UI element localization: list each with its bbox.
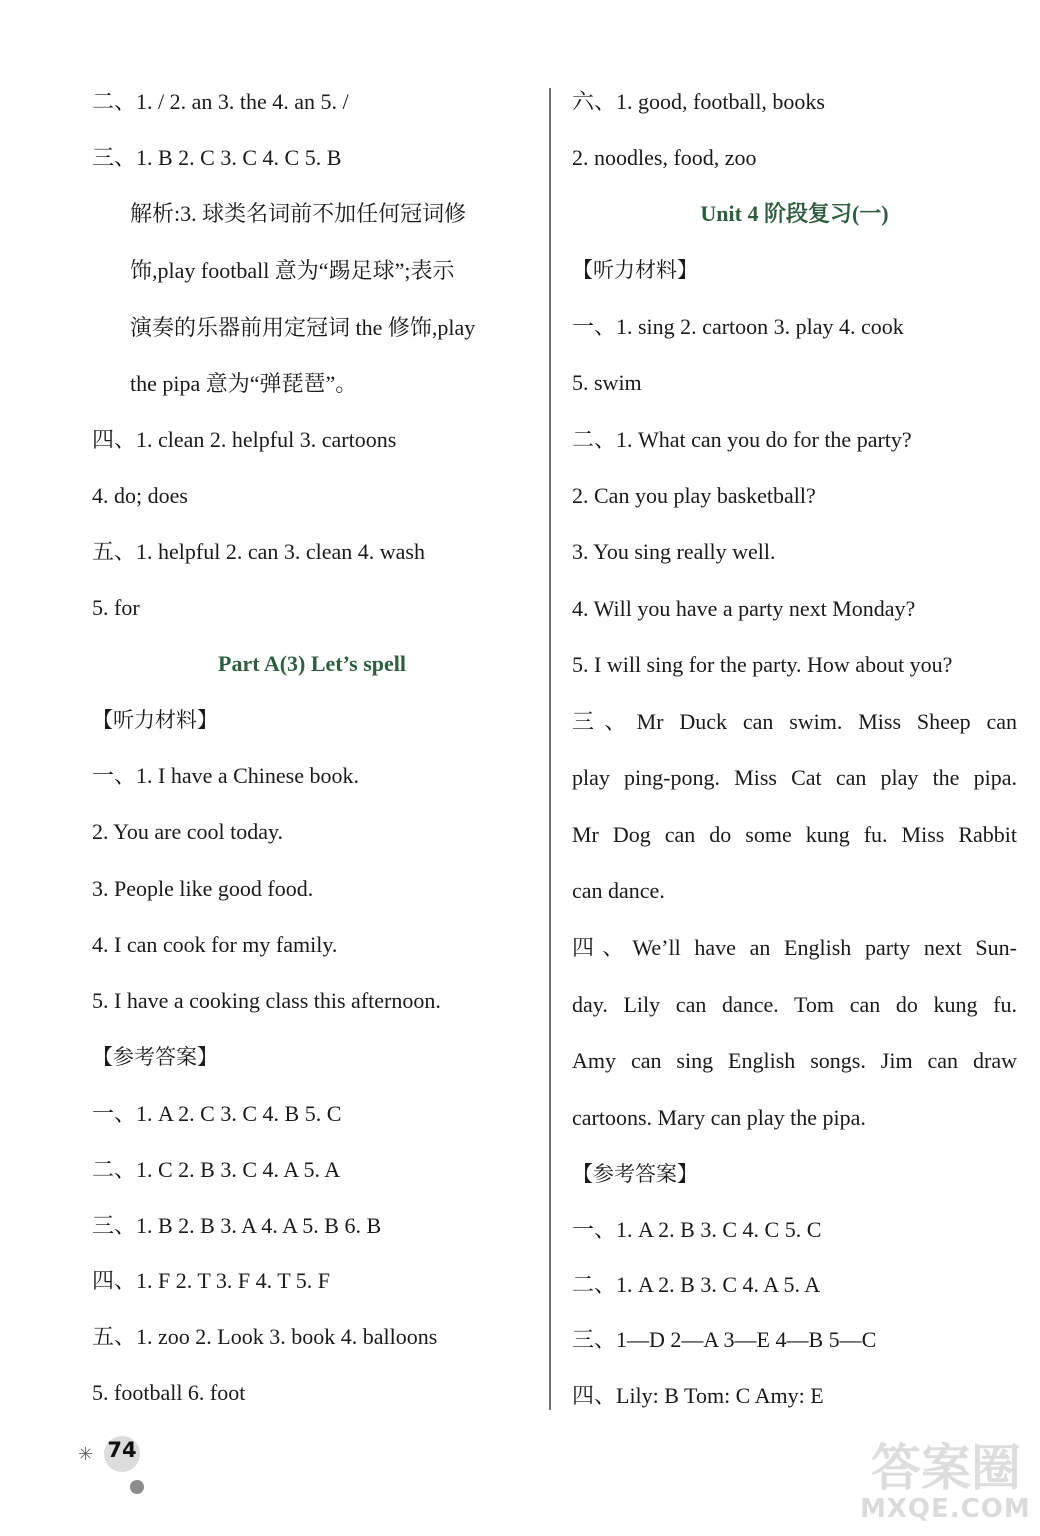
transcript-line: day. Lily can dance. Tom can do kung fu. <box>572 992 1017 1017</box>
transcript-line: 4. Will you have a party next Monday? <box>572 596 916 621</box>
column-divider <box>549 88 551 1410</box>
answer-line: 一、1. A 2. B 3. C 4. C 5. C <box>572 1217 822 1242</box>
answer-line: 五、1. helpful 2. can 3. clean 4. wash <box>92 539 425 564</box>
transcript-line: 一、1. sing 2. cartoon 3. play 4. cook <box>572 314 904 339</box>
answer-line: 二、1. / 2. an 3. the 4. an 5. / <box>92 89 349 114</box>
transcript-line: 四、We’ll have an English party next Sun- <box>572 935 1017 960</box>
section-label: 【听力材料】 <box>572 258 698 282</box>
transcript-line: 2. You are cool today. <box>92 819 284 844</box>
answer-line: 四、Lily: B Tom: C Amy: E <box>572 1383 824 1408</box>
answer-line: 5. for <box>92 595 140 620</box>
answer-line: 三、1—D 2—A 3—E 4—B 5—C <box>572 1327 877 1352</box>
transcript-line: 二、1. What can you do for the party? <box>572 427 912 452</box>
transcript-line: 一、1. I have a Chinese book. <box>92 763 359 788</box>
section-label: 【听力材料】 <box>92 708 218 732</box>
explanation-line: 解析:3. 球类名词前不加任何冠词修 <box>130 201 467 226</box>
answer-line: 5. football 6. foot <box>92 1380 246 1405</box>
section-label: 【参考答案】 <box>572 1162 698 1186</box>
transcript-line: 5. swim <box>572 370 642 395</box>
section-heading: Part A(3) Let’s spell <box>218 651 406 676</box>
answer-line: 六、1. good, football, books <box>572 89 825 114</box>
transcript-line: play ping-pong. Miss Cat can play the pipa. <box>572 765 1017 790</box>
transcript-line: 5. I have a cooking class this afternoon. <box>92 988 441 1013</box>
answer-line: 一、1. A 2. C 3. C 4. B 5. C <box>92 1101 342 1126</box>
star-icon: ✳ <box>78 1444 94 1464</box>
answer-line: 三、1. B 2. C 3. C 4. C 5. B <box>92 145 342 170</box>
watermark-glyph: 答案圈 <box>871 1439 1021 1497</box>
transcript-line: Mr Dog can do some kung fu. Miss Rabbit <box>572 822 1017 847</box>
page-number-badge <box>76 1434 166 1504</box>
explanation-line: 演奏的乐器前用定冠词 the 修饰,play <box>130 315 476 340</box>
transcript-line: 2. Can you play basketball? <box>572 483 816 508</box>
answer-line: 二、1. C 2. B 3. C 4. A 5. A <box>92 1157 341 1182</box>
transcript-line: 3. You sing really well. <box>572 539 776 564</box>
section-label: 【参考答案】 <box>92 1045 218 1069</box>
answer-line: 五、1. zoo 2. Look 3. book 4. balloons <box>92 1324 438 1349</box>
answer-line: 四、1. clean 2. helpful 3. cartoons <box>92 427 397 452</box>
answer-line: 4. do; does <box>92 483 188 508</box>
answer-line: 四、1. F 2. T 3. F 4. T 5. F <box>92 1268 330 1293</box>
transcript-line: 5. I will sing for the party. How about you? <box>572 652 953 677</box>
answer-line: 二、1. A 2. B 3. C 4. A 5. A <box>572 1272 821 1297</box>
page-dot-icon <box>130 1480 144 1494</box>
explanation-line: the pipa 意为“弹琵琶”。 <box>130 371 358 396</box>
explanation-line: 饰,play football 意为“踢足球”;表示 <box>130 258 455 283</box>
transcript-line: Amy can sing English songs. Jim can draw <box>572 1048 1017 1073</box>
watermark-text: MXQE.COM <box>860 1494 1031 1524</box>
transcript-line: cartoons. Mary can play the pipa. <box>572 1105 866 1130</box>
page-number: 74 <box>107 1438 137 1462</box>
transcript-line: can dance. <box>572 878 665 903</box>
section-heading: Unit 4 阶段复习(一) <box>700 201 889 226</box>
answer-line: 三、1. B 2. B 3. A 4. A 5. B 6. B <box>92 1213 382 1238</box>
transcript-line: 三、Mr Duck can swim. Miss Sheep can <box>572 709 1017 734</box>
answer-line: 2. noodles, food, zoo <box>572 145 757 170</box>
watermark-logo <box>860 1428 1030 1528</box>
transcript-line: 4. I can cook for my family. <box>92 932 338 957</box>
transcript-line: 3. People like good food. <box>92 876 314 901</box>
